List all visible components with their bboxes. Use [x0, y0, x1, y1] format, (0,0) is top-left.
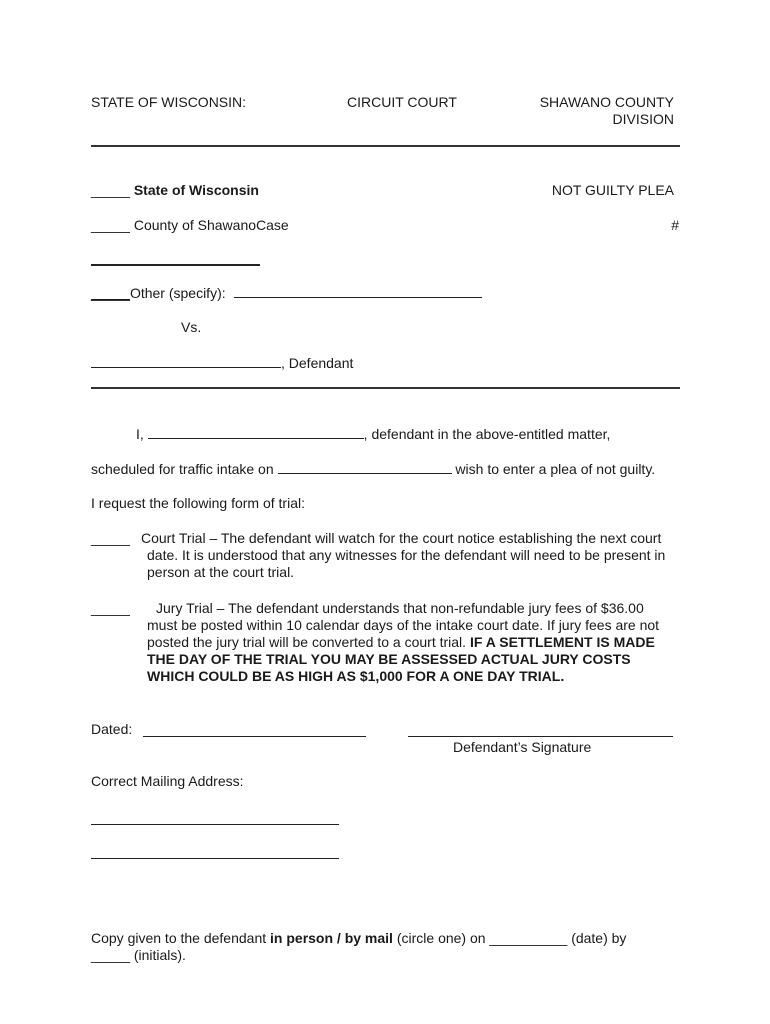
- header-county: [540, 94, 674, 128]
- copy-initials-line[interactable]: _____ (initials).: [91, 947, 186, 963]
- copy-prefix: Copy given to the defendant: [91, 930, 267, 946]
- county-of-shawano-label: County of ShawanoCase: [133, 217, 289, 233]
- other-specify-field[interactable]: [234, 284, 482, 298]
- scheduled-line: [91, 460, 655, 478]
- mailing-address-line-2[interactable]: [91, 858, 339, 859]
- state-of-wisconsin-label: State of Wisconsin: [133, 182, 259, 198]
- dated-label: Dated:: [91, 721, 133, 737]
- defendant-statement-suffix: , defendant in the above-entitled matter,: [363, 426, 611, 442]
- i-prefix: I,: [136, 426, 144, 442]
- court-trial-text: Court Trial – The defendant will watch for the court notice establishing the next court date. It is understood that any witnesses for the defendant will need to be present in person at the court trial.: [141, 530, 666, 580]
- mailing-address-label: Correct Mailing Address:: [91, 773, 244, 789]
- jury-trial-warning: IF A SETTLEMENT IS MADE THE DAY OF THE TRIAL YOU MAY BE ASSESSED ACTUAL JURY COSTS WHICH COULD BE AS HIGH AS $1,000 FOR A ONE DAY TRIAL.: [147, 634, 655, 684]
- request-trial-line: I request the following form of trial:: [91, 495, 305, 511]
- plaintiff-state-checkbox-blank[interactable]: _____: [91, 182, 130, 198]
- defendant-row: [91, 354, 353, 372]
- dated-field[interactable]: [143, 736, 366, 737]
- defendant-label: , Defendant: [281, 355, 354, 371]
- defendant-statement-line: [136, 425, 610, 443]
- plaintiff-other-checkbox-blank[interactable]: _____: [91, 285, 130, 301]
- defendant-signature-field[interactable]: [408, 736, 673, 737]
- other-specify-label: Other (specify):: [129, 285, 226, 301]
- intake-date-field[interactable]: [278, 460, 452, 474]
- court-trial-option: [141, 530, 681, 581]
- plaintiff-county-checkbox-blank[interactable]: _____: [91, 217, 130, 233]
- plea-title: NOT GUILTY PLEA: [551, 182, 674, 198]
- copy-method[interactable]: in person / by mail: [270, 930, 393, 946]
- scheduled-suffix: wish to enter a plea of not guilty.: [455, 461, 656, 477]
- court-trial-checkbox-blank[interactable]: _____: [91, 530, 130, 546]
- defendant-signature-label: Defendant’s Signature: [453, 739, 592, 755]
- header-county-line2: DIVISION: [612, 111, 674, 127]
- header-county-line1: SHAWANO COUNTY: [539, 94, 674, 110]
- mailing-address-line-1[interactable]: [91, 824, 339, 825]
- plaintiff-other-row: [91, 284, 482, 302]
- jury-trial-option: [147, 600, 677, 685]
- header-divider: [91, 145, 680, 147]
- versus-label: Vs.: [181, 319, 202, 335]
- header-state: STATE OF WISCONSIN:: [91, 94, 247, 110]
- caption-divider: [91, 387, 680, 389]
- jury-trial-text: Jury Trial – The defendant understands that non-refundable jury fees of $36.00 must be posted within 10 calendar days of the intake court date. If jury fees are not posted the jury trial will be converted to a court trial.: [147, 600, 660, 650]
- case-number-hash: #: [671, 217, 679, 233]
- case-number-field[interactable]: [91, 264, 260, 266]
- jury-trial-checkbox-blank[interactable]: _____: [91, 600, 130, 616]
- plaintiff-state-row: [91, 182, 259, 199]
- copy-given-line: [91, 930, 626, 947]
- defendant-statement-name-field[interactable]: [148, 425, 364, 439]
- plaintiff-county-row: [91, 217, 289, 234]
- header-court: CIRCUIT COURT: [347, 94, 457, 110]
- copy-middle: (circle one) on __________ (date) by: [396, 930, 627, 946]
- defendant-name-field[interactable]: [91, 354, 281, 368]
- scheduled-prefix: scheduled for traffic intake on: [91, 461, 274, 477]
